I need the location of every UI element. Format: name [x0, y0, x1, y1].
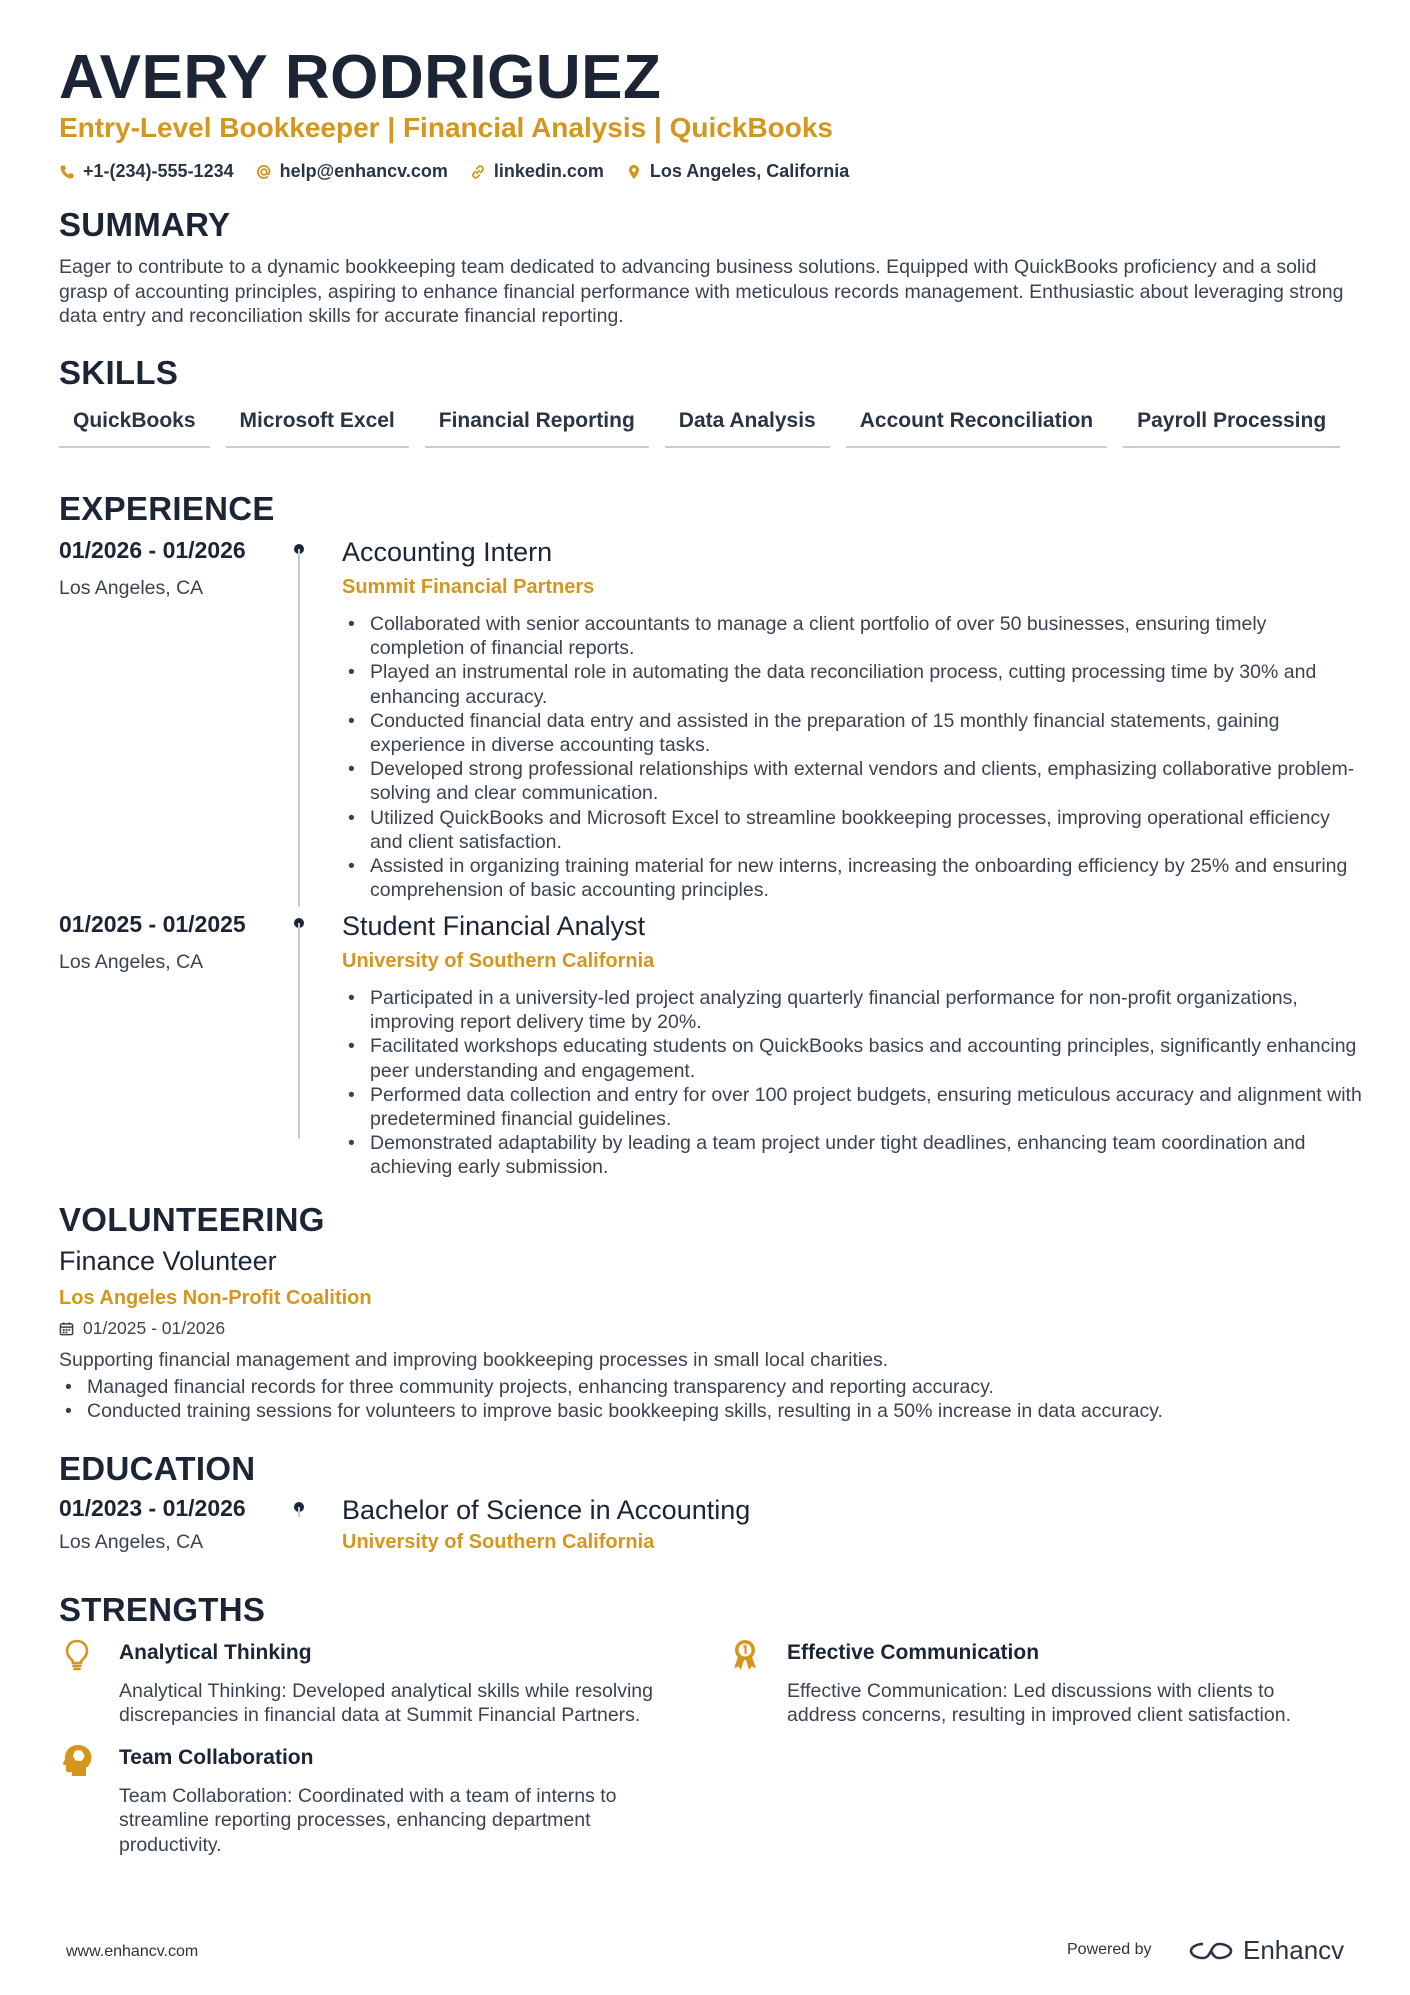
list-item: • Utilized QuickBooks and Microsoft Excel to streamline bookkeeping processes, improving operational efficiency and client satisfaction.	[342, 806, 1362, 854]
list-item: • Conducted financial data entry and assisted in the preparation of 15 monthly financial statements, gaining experience in diverse accounting tasks.	[342, 709, 1362, 757]
education-date: 01/2023 - 01/2026	[59, 1495, 246, 1521]
strengths-heading: STRENGTHS	[59, 1591, 266, 1628]
list-item: • Collaborated with senior accountants to manage a client portfolio of over 50 businesses, ensuring timely completion of financial reports.	[342, 612, 1362, 660]
experience-bullets	[342, 612, 1362, 902]
at-icon	[256, 164, 272, 180]
strength-item	[727, 1637, 1327, 1727]
volunteer-date-text: 01/2025 - 01/2026	[83, 1318, 226, 1338]
link-icon	[470, 164, 486, 180]
summary-heading: SUMMARY	[59, 206, 231, 243]
list-item: • Developed strong professional relationships with external vendors and clients, emphasizing collaborative problem-solving and clear communication.	[342, 757, 1362, 805]
experience-date: 01/2026 - 01/2026	[59, 537, 246, 563]
strength-description: Effective Communication: Led discussions with clients to address concerns, resulting in improved client satisfaction.	[787, 1680, 1291, 1727]
volunteer-bullets	[59, 1375, 1359, 1423]
strength-item	[59, 1742, 659, 1857]
experience-meta	[59, 911, 289, 974]
volunteer-organization: Los Angeles Non-Profit Coalition	[59, 1287, 372, 1309]
location-text: Los Angeles, California	[649, 161, 850, 181]
contact-email[interactable]	[256, 161, 448, 182]
experience-details	[342, 537, 1362, 902]
footer-url[interactable]: www.enhancv.com	[66, 1943, 199, 1960]
experience-entry	[59, 537, 1359, 907]
award-icon	[727, 1637, 763, 1673]
headline: Entry-Level Bookkeeper | Financial Analysis | QuickBooks	[59, 112, 834, 143]
strength-title: Team Collaboration	[119, 1746, 314, 1769]
skills-heading: SKILLS	[59, 354, 179, 391]
candidate-name: AVERY RODRIGUEZ	[59, 43, 662, 112]
email-text: help@enhancv.com	[279, 161, 448, 181]
skill-tag: Account Reconciliation	[846, 409, 1107, 448]
powered-by-label: Powered by	[1067, 1941, 1152, 1958]
experience-company: University of Southern California	[342, 950, 655, 972]
timeline-line	[298, 923, 300, 1139]
strength-title: Analytical Thinking	[119, 1641, 312, 1664]
list-item: • Facilitated workshops educating students on QuickBooks basics and accounting principles, significantly enhancing peer understanding and engagement.	[342, 1034, 1362, 1082]
experience-role: Student Financial Analyst	[342, 911, 646, 941]
head-brain-icon	[59, 1742, 95, 1778]
skill-tag: Microsoft Excel	[226, 409, 409, 448]
strength-title: Effective Communication	[787, 1641, 1040, 1664]
timeline-line	[298, 1507, 300, 1517]
list-item: • Assisted in organizing training material for new interns, increasing the onboarding efficiency by 25% and ensuring comprehension of basic accounting principles.	[342, 854, 1362, 902]
list-item: • Played an instrumental role in automating the data reconciliation process, cutting processing time by 30% and enhancing accuracy.	[342, 660, 1362, 708]
education-entry	[59, 1495, 1359, 1565]
skill-tag: QuickBooks	[59, 409, 210, 448]
list-item: • Participated in a university-led project analyzing quarterly financial performance for non-profit organizations, improving report delivery time by 20%.	[342, 986, 1362, 1034]
experience-location: Los Angeles, CA	[59, 951, 204, 973]
education-school: University of Southern California	[342, 1531, 655, 1553]
location-pin-icon	[626, 164, 642, 180]
education-location: Los Angeles, CA	[59, 1531, 204, 1553]
skill-tag: Data Analysis	[665, 409, 830, 448]
skill-tag: Financial Reporting	[425, 409, 649, 448]
phone-icon	[59, 164, 75, 180]
education-degree: Bachelor of Science in Accounting	[342, 1495, 751, 1525]
experience-heading: EXPERIENCE	[59, 490, 275, 527]
phone-text: +1-(234)-555-1234	[83, 161, 234, 181]
enhancv-logo[interactable]	[1187, 1935, 1344, 1966]
skills-list	[59, 409, 1340, 448]
calendar-icon	[59, 1321, 74, 1336]
experience-meta	[59, 537, 289, 600]
experience-bullets	[342, 986, 1362, 1180]
volunteer-date	[59, 1318, 1359, 1339]
education-heading: EDUCATION	[59, 1450, 256, 1487]
contact-location	[626, 161, 849, 182]
list-item: • Performed data collection and entry for over 100 project budgets, ensuring meticulous accuracy and alignment with predetermined financial guidelines.	[342, 1083, 1362, 1131]
strength-item	[59, 1637, 659, 1727]
volunteering-heading: VOLUNTEERING	[59, 1201, 325, 1238]
linkedin-text: linkedin.com	[493, 161, 604, 181]
strength-description: Team Collaboration: Coordinated with a team of interns to streamline reporting processes, enhancing department productivity.	[119, 1785, 617, 1856]
strength-description: Analytical Thinking: Developed analytical skills while resolving discrepancies in financial data at Summit Financial Partners.	[119, 1680, 653, 1727]
education-meta	[59, 1495, 289, 1554]
skill-tag: Payroll Processing	[1123, 409, 1340, 448]
volunteering-entry	[59, 1246, 1359, 1423]
timeline-line	[298, 549, 300, 907]
summary-text: Eager to contribute to a dynamic bookkeeping team dedicated to advancing business solutions. Equipped with QuickBooks proficiency and a solid grasp of accounting principles, aspiring to enhance financial performance with meticulous records management. Enthusiastic about leveraging strong data entry and reconciliation skills for accurate financial reporting.	[59, 256, 1344, 327]
experience-details	[342, 911, 1362, 1180]
volunteer-role: Finance Volunteer	[59, 1246, 277, 1276]
enhancv-logo-icon	[1187, 1939, 1235, 1963]
enhancv-wordmark: Enhancv	[1243, 1935, 1345, 1965]
experience-location: Los Angeles, CA	[59, 577, 204, 599]
contact-linkedin[interactable]	[470, 161, 604, 182]
list-item: • Managed financial records for three community projects, enhancing transparency and reporting accuracy.	[59, 1375, 1359, 1399]
education-details	[342, 1495, 1362, 1554]
contact-phone[interactable]	[59, 161, 234, 182]
volunteer-description: Supporting financial management and improving bookkeeping processes in small local charities.	[59, 1349, 889, 1371]
lightbulb-icon	[59, 1637, 95, 1673]
experience-role: Accounting Intern	[342, 537, 553, 567]
experience-entry	[59, 911, 1362, 1181]
experience-date: 01/2025 - 01/2025	[59, 911, 246, 937]
list-item: • Conducted training sessions for volunteers to improve basic bookkeeping skills, resulting in a 50% increase in data accuracy.	[59, 1399, 1359, 1423]
list-item: • Demonstrated adaptability by leading a team project under tight deadlines, enhancing team coordination and achieving early submission.	[342, 1131, 1362, 1179]
contact-bar	[59, 161, 849, 182]
experience-company: Summit Financial Partners	[342, 576, 595, 598]
